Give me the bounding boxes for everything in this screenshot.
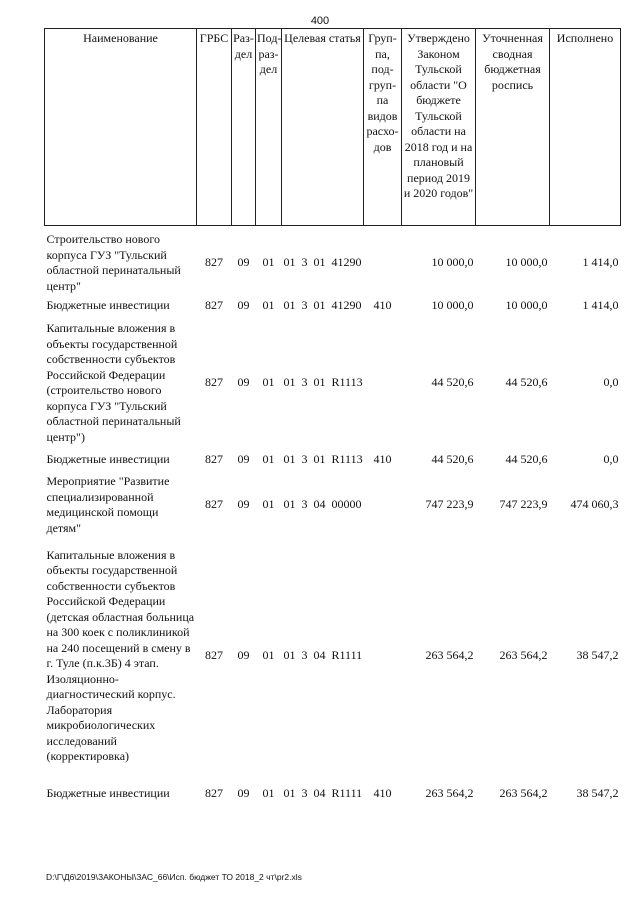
header-group: Груп-па, под-груп-па видов расхо-дов [364,29,402,226]
cell-revised: 44 520,6 [505,452,548,467]
cell-revised: 263 564,2 [499,648,548,663]
cell-grbs: 827 [205,786,223,801]
cell-grbs: 827 [205,648,223,663]
header-section: Раз-дел [232,29,256,226]
cell-approved: 263 564,2 [425,648,474,663]
table-header-row [45,29,621,226]
cell-section: 09 [237,375,250,390]
cell-revised: 263 564,2 [499,786,548,801]
file-path-footer: D:\Г\Д6\2019\ЗАКОНЫ\ЗАС_66\Исп. бюджет ТО 2018_2 чт\pr2.xls [46,872,302,882]
cell-executed: 38 547,2 [576,786,619,801]
cell-approved: 10 000,0 [431,298,474,313]
cell-section: 09 [237,648,250,663]
cell-group: 410 [373,298,392,313]
cell-grbs: 827 [205,375,223,390]
cell-grbs: 827 [205,497,223,512]
cell-subsection: 01 [262,497,275,512]
cell-grbs: 827 [205,255,223,270]
cell-name: Мероприятие "Развитие специализированной медицинской помощи детям" [46,474,170,535]
cell-group [364,538,402,774]
table-row [45,232,621,294]
cell-group [364,472,402,538]
cell-subsection: 01 [262,648,275,663]
table-row [45,774,621,814]
cell-revised: 44 520,6 [505,375,548,390]
header-name: Наименование [45,29,197,226]
cell-target: 01 3 01 R1113 [283,375,363,390]
cell-subsection: 01 [262,375,275,390]
cell-name: Бюджетные инвестиции [46,452,170,467]
cell-executed: 0,0 [603,375,619,390]
table-body [45,226,621,815]
cell-name: Бюджетные инвестиции [46,298,170,313]
cell-group: 410 [373,786,392,801]
cell-approved: 44 520,6 [431,452,474,467]
page-number: 400 [310,15,330,27]
header-executed: Исполнено [550,29,621,226]
header-approved: Утверждено Законом Тульской области "О бюджете Тульской области на 2018 год и на плановый период 2019 и 2020 годов" [402,29,476,226]
table-row [45,448,621,472]
header-target: Целевая статья [282,29,364,226]
cell-executed: 0,0 [603,452,619,467]
table-row [45,294,621,318]
cell-section: 09 [237,497,250,512]
cell-name: Капитальные вложения в объекты государственной собственности субъектов Российской Федерации (строительство нового корпуса ГУЗ "Тульский областной перинатальный центр") [46,321,181,444]
cell-target: 01 3 04 R1111 [283,648,363,663]
cell-subsection: 01 [262,786,275,801]
cell-section: 09 [237,786,250,801]
cell-group: 410 [373,452,392,467]
cell-grbs: 827 [205,452,223,467]
cell-target: 01 3 01 41290 [283,255,362,270]
cell-subsection: 01 [262,298,275,313]
cell-section: 09 [237,298,250,313]
cell-executed: 38 547,2 [576,648,619,663]
cell-subsection: 01 [262,452,275,467]
table-row [45,472,621,538]
cell-section: 09 [237,452,250,467]
cell-executed: 1 414,0 [582,255,619,270]
cell-name: Бюджетные инвестиции [46,786,170,801]
cell-group [364,318,402,448]
cell-name: Строительство нового корпуса ГУЗ "Тульский областной перинатальный центр" [46,232,181,293]
cell-grbs: 827 [205,298,223,313]
cell-approved: 747 223,9 [425,497,474,512]
header-grbs: ГРБС [197,29,232,226]
cell-executed: 1 414,0 [582,298,619,313]
cell-revised: 10 000,0 [505,298,548,313]
cell-section: 09 [237,255,250,270]
table-row [45,538,621,774]
table-row [45,318,621,448]
cell-executed: 474 060,3 [570,497,619,512]
header-revised: Уточненная сводная бюджетная роспись [476,29,550,226]
cell-subsection: 01 [262,255,275,270]
cell-revised: 10 000,0 [505,255,548,270]
cell-group [364,232,402,294]
cell-target: 01 3 04 R1111 [283,786,363,801]
cell-revised: 747 223,9 [499,497,548,512]
cell-target: 01 3 01 41290 [283,298,362,313]
cell-approved: 44 520,6 [431,375,474,390]
budget-table [44,28,621,814]
cell-approved: 10 000,0 [431,255,474,270]
cell-name: Капитальные вложения в объекты государственной собственности субъектов Российской Федерации (детская областная больница на 300 коек с поликлиникой на 240 посещений в смену в г. Туле (п.к.3Б) 4 этап. Изоляционно-диагностический корпус. Лаборатория микробиологических исследований (корректировка) [46,547,195,763]
cell-target: 01 3 01 R1113 [283,452,363,467]
header-subsection: Под-раз-дел [256,29,282,226]
cell-target: 01 3 04 00000 [283,497,362,512]
cell-approved: 263 564,2 [425,786,474,801]
